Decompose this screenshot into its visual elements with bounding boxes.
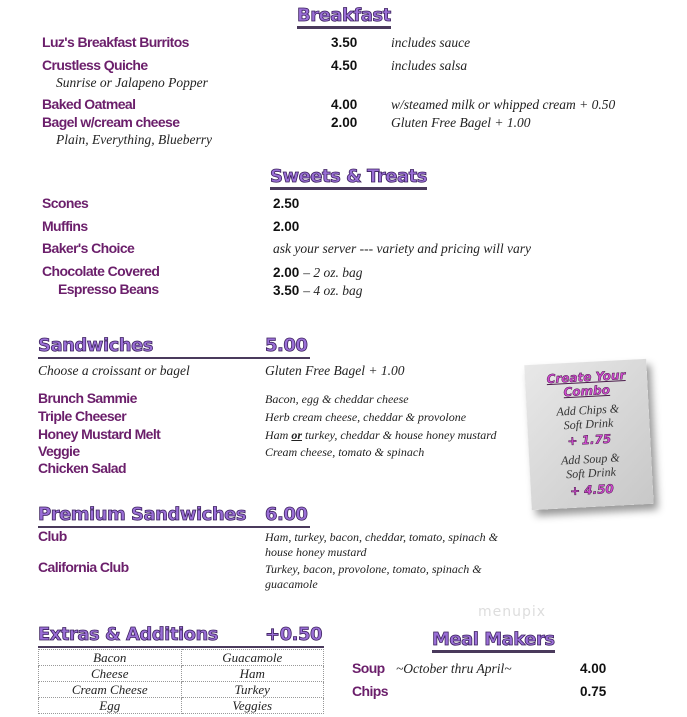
sandwiches-price: 5.00 [265, 335, 308, 356]
table-cell: Egg [39, 698, 182, 714]
item-desc: Turkey, bacon, provolone, tomato, spinach & [265, 562, 482, 576]
combo-price: + 1.75 [567, 431, 612, 449]
combo-card [524, 359, 653, 510]
combo-option: Add Chips & [556, 401, 620, 419]
item-note: Gluten Free Bagel + 1.00 [391, 115, 531, 130]
item-note: ask your server --- variety and pricing will vary [273, 241, 531, 256]
item-note: ~October thru April~ [396, 661, 512, 676]
item-name: California Club [38, 559, 129, 575]
item-note: includes sauce [391, 35, 471, 50]
item-price: 2.00 [331, 115, 358, 130]
item-note: includes salsa [391, 58, 468, 73]
item-note: – 4 oz. bag [303, 283, 363, 298]
table-cell: Cream Cheese [39, 682, 182, 698]
item-price: 3.50 [331, 35, 358, 50]
combo-price: + 4.50 [569, 481, 615, 499]
table-row [39, 682, 324, 698]
extras-price: +0.50 [265, 624, 322, 645]
item-name: Scones [42, 195, 89, 211]
item-price: 0.75 [580, 684, 607, 699]
item-desc: Bacon, egg & cheddar cheese [265, 392, 409, 406]
item-name: Bagel w/cream cheese [42, 114, 180, 130]
item-name: Soup [352, 660, 385, 676]
item-desc: Herb cream cheese, cheddar & provolone [265, 410, 467, 424]
desc-part: turkey, cheddar & house honey mustard [302, 428, 497, 442]
table-row [39, 650, 324, 666]
item-price: 2.00 [273, 219, 300, 234]
premium-price: 6.00 [265, 504, 308, 525]
item-desc [265, 428, 497, 443]
combo-title: Combo [563, 382, 611, 400]
table-cell: Bacon [39, 650, 182, 666]
desc-part: Ham [265, 428, 292, 442]
sandwich-intro-note: Gluten Free Bagel + 1.00 [265, 363, 405, 378]
item-name: Crustless Quiche [42, 57, 148, 73]
sandwiches-heading: Sandwiches [38, 335, 154, 356]
item-price: 4.00 [331, 97, 358, 112]
item-name: Honey Mustard Melt [38, 426, 161, 442]
item-price: 2.00 [273, 265, 300, 280]
item-desc: Ham, turkey, bacon, cheddar, tomato, spinach & [265, 530, 498, 544]
item-price: 4.00 [580, 661, 607, 676]
combo-option: Soft Drink [563, 415, 614, 433]
combo-option: Add Soup & [560, 450, 620, 468]
item-name: Muffins [42, 218, 88, 234]
item-name: Brunch Sammie [38, 390, 137, 406]
item-sub: Sunrise or Jalapeno Popper [56, 75, 208, 90]
item-name: Chocolate Covered [42, 263, 160, 279]
item-name: Veggie [38, 443, 80, 459]
item-name: Baker's Choice [42, 240, 135, 256]
item-desc: guacamole [265, 577, 318, 591]
price-line [273, 264, 363, 282]
item-sub: Plain, Everything, Blueberry [56, 132, 212, 147]
table-row [39, 698, 324, 714]
extras-table [38, 649, 324, 714]
item-note: w/steamed milk or whipped cream + 0.50 [391, 97, 616, 112]
item-name: Luz's Breakfast Burritos [42, 34, 189, 50]
divider [38, 526, 310, 528]
watermark: menupix [478, 604, 547, 620]
table-cell: Cheese [39, 666, 182, 682]
item-price: 3.50 [273, 283, 300, 298]
item-desc: Cream cheese, tomato & spinach [265, 445, 425, 459]
item-name: Triple Cheeser [38, 408, 127, 424]
item-name: Chips [352, 683, 388, 699]
sweets-heading: Sweets & Treats [270, 166, 427, 190]
combo-option: Soft Drink [565, 464, 617, 482]
premium-heading: Premium Sandwiches [38, 504, 247, 525]
table-cell: Ham [181, 666, 324, 682]
item-note: – 2 oz. bag [303, 265, 363, 280]
meal-makers-heading: Meal Makers [432, 629, 555, 653]
table-cell: Guacamole [181, 650, 324, 666]
table-row [39, 666, 324, 682]
table-cell: Turkey [181, 682, 324, 698]
extras-heading: Extras & Additions [38, 624, 219, 645]
price-line [273, 282, 363, 300]
combo-title: Create Your [546, 368, 626, 387]
breakfast-heading: Breakfast [297, 5, 391, 29]
item-desc: house honey mustard [265, 545, 367, 559]
sandwich-intro: Choose a croissant or bagel [38, 363, 190, 378]
desc-or: or [291, 428, 303, 442]
item-name: Baked Oatmeal [42, 96, 136, 112]
table-cell: Veggies [181, 698, 324, 714]
divider [38, 646, 324, 648]
item-name: Chicken Salad [38, 460, 126, 476]
item-name: Espresso Beans [58, 281, 159, 297]
item-price: 2.50 [273, 196, 300, 211]
item-name: Club [38, 528, 67, 544]
divider [38, 357, 310, 359]
item-price: 4.50 [331, 58, 358, 73]
